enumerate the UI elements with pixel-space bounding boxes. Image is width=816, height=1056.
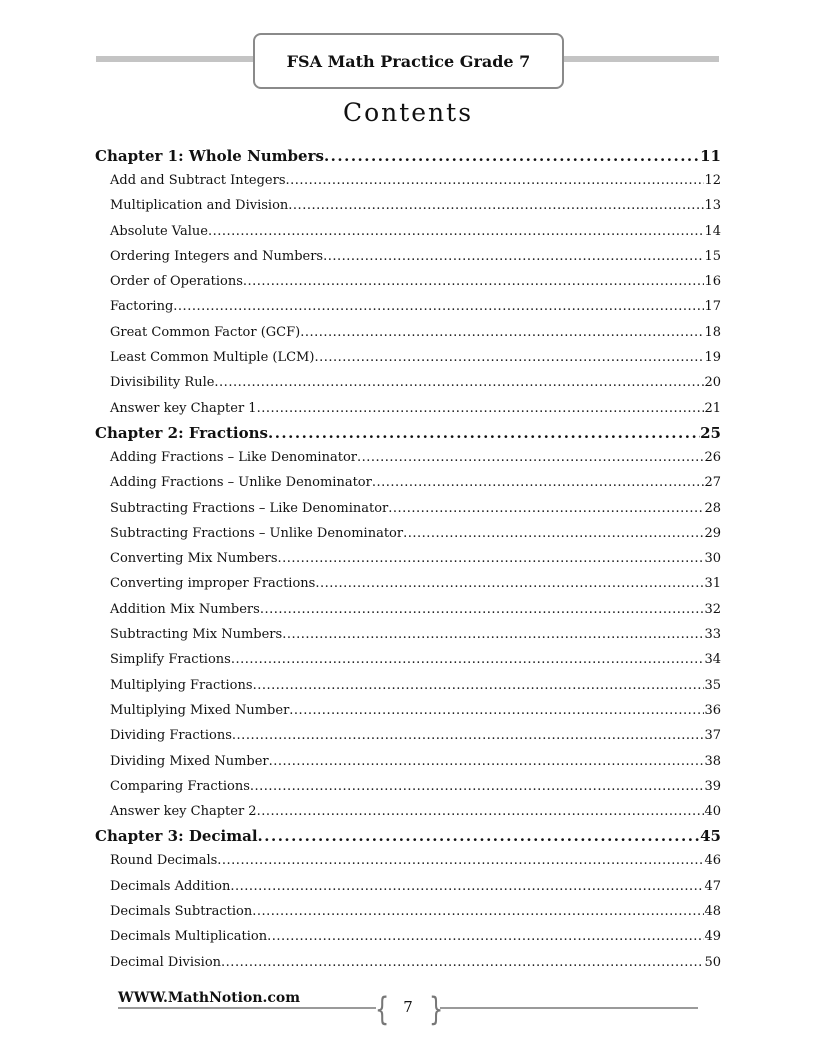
dot-leader (260, 597, 705, 622)
toc-entry-page: 21 (704, 400, 721, 416)
toc-topic-entry[interactable] (95, 749, 721, 774)
toc-entry-label: Decimal Division (110, 954, 222, 970)
toc-entry-label: Simplify Fractions (110, 652, 231, 668)
toc-entry-label: Absolute Value (110, 223, 208, 239)
toc-entry-page: 28 (704, 500, 721, 516)
toc-entry-page: 32 (704, 601, 721, 617)
dot-leader (267, 924, 704, 949)
dot-leader (288, 193, 704, 218)
contents-title: Contents (342, 98, 474, 127)
dot-leader (257, 799, 705, 824)
dot-leader (372, 470, 705, 495)
dot-leader (214, 370, 704, 395)
toc-entry-page: 35 (704, 677, 721, 693)
toc-entry-label: Factoring (110, 299, 174, 315)
toc-topic-entry[interactable] (95, 219, 721, 244)
toc-entry-page: 45 (700, 827, 721, 846)
toc-entry-label: Converting Mix Numbers (110, 551, 278, 567)
toc-entry-label: Chapter 1: Whole Numbers (95, 147, 324, 165)
toc-topic-entry[interactable] (95, 848, 721, 873)
toc-entry-page: 15 (704, 248, 721, 264)
dot-leader (289, 698, 704, 723)
toc-topic-entry[interactable] (95, 698, 721, 723)
toc-entry-page: 26 (704, 449, 721, 465)
toc-entry-page: 47 (704, 878, 721, 894)
toc-topic-entry[interactable] (95, 950, 721, 975)
toc-entry-label: Answer key Chapter 2 (110, 804, 257, 820)
toc-entry-label: Decimals Addition (110, 878, 231, 894)
toc-topic-entry[interactable] (95, 345, 721, 370)
toc-topic-entry[interactable] (95, 774, 721, 799)
toc-topic-entry[interactable] (95, 899, 721, 924)
toc-entry-page: 33 (704, 627, 721, 643)
header-title: FSA Math Practice Grade 7 (286, 51, 531, 71)
dot-leader (286, 168, 705, 193)
toc-topic-entry[interactable] (95, 370, 721, 395)
dot-leader (315, 571, 704, 596)
toc-entry-page: 29 (704, 525, 721, 541)
toc-topic-entry[interactable] (95, 571, 721, 596)
dot-leader (217, 848, 704, 873)
toc-entry-page: 30 (704, 551, 721, 567)
dot-leader (230, 874, 704, 899)
toc-topic-entry[interactable] (95, 294, 721, 319)
toc-entry-page: 16 (704, 274, 721, 290)
toc-entry-label: Chapter 3: Decimal (95, 827, 258, 846)
dot-leader (282, 622, 704, 647)
dot-leader (268, 422, 700, 445)
dot-leader (232, 723, 705, 748)
toc-entry-page: 17 (704, 299, 721, 315)
toc-entry-page: 14 (704, 223, 721, 239)
toc-topic-entry[interactable] (95, 320, 721, 345)
toc-topic-entry[interactable] (95, 244, 721, 269)
toc-entry-label: Comparing Fractions (110, 778, 250, 794)
toc-entry-label: Subtracting Mix Numbers (110, 627, 283, 643)
header-title-box (253, 33, 564, 89)
toc-entry-page: 20 (704, 375, 721, 391)
toc-entry-page: 36 (704, 702, 721, 718)
dot-leader (173, 294, 704, 319)
toc-entry-label: Multiplying Mixed Number (110, 702, 290, 718)
toc-entry-label: Order of Operations (110, 274, 243, 290)
toc-topic-entry[interactable] (95, 622, 721, 647)
toc-entry-label: Great Common Factor (GCF) (110, 324, 301, 340)
dot-leader (208, 219, 704, 244)
toc-entry-page: 25 (700, 423, 721, 442)
toc-entry-page: 49 (704, 929, 721, 945)
toc-topic-entry[interactable] (95, 874, 721, 899)
toc-entry-page: 18 (704, 324, 721, 340)
toc-entry-label: Ordering Integers and Numbers (110, 248, 324, 264)
toc-entry-label: Divisibility Rule (110, 375, 215, 391)
toc-topic-entry[interactable] (95, 496, 721, 521)
toc-entry-page: 34 (704, 652, 721, 668)
dot-leader (357, 445, 704, 470)
table-of-contents (95, 144, 721, 975)
header-rule-left (96, 56, 254, 62)
footer-rule-left (118, 1007, 376, 1009)
toc-entry-label: Adding Fractions – Unlike Denominator (110, 475, 372, 491)
toc-entry-label: Decimals Subtraction (110, 904, 253, 920)
toc-topic-entry[interactable] (95, 470, 721, 495)
toc-chapter-entry[interactable] (95, 422, 721, 445)
toc-entry-label: Add and Subtract Integers (110, 173, 286, 188)
page-number: 7 (403, 998, 413, 1016)
toc-entry-label: Least Common Multiple (LCM) (110, 350, 315, 366)
toc-chapter-entry[interactable] (95, 825, 721, 848)
dot-leader (257, 396, 705, 421)
toc-entry-label: Dividing Mixed Number (110, 753, 269, 769)
dot-leader (278, 546, 705, 571)
toc-topic-entry[interactable] (95, 269, 721, 294)
toc-entry-page: 13 (704, 198, 721, 214)
toc-entry-label: Subtracting Fractions – Like Denominator (110, 500, 389, 516)
toc-entry-page: 27 (704, 475, 721, 491)
dot-leader (388, 496, 704, 521)
toc-entry-page: 50 (704, 954, 721, 970)
toc-entry-page: 19 (704, 350, 721, 366)
toc-entry-page: 46 (704, 853, 721, 869)
header-rule-right (562, 56, 719, 62)
toc-entry-label: Decimals Multiplication (110, 929, 268, 945)
toc-entry-page: 40 (704, 804, 721, 820)
right-brace-icon: } (429, 990, 444, 1028)
toc-entry-label: Chapter 2: Fractions (95, 423, 268, 442)
dot-leader (250, 774, 705, 799)
toc-entry-page: 11 (700, 147, 721, 165)
toc-topic-entry[interactable] (95, 799, 721, 824)
dot-leader (243, 269, 705, 294)
toc-entry-label: Round Decimals (110, 853, 218, 869)
dot-leader (221, 950, 704, 975)
toc-topic-entry[interactable] (95, 723, 721, 748)
footer-rule-right (440, 1007, 698, 1009)
dot-leader (231, 647, 705, 672)
toc-entry-page: 48 (704, 904, 721, 920)
dot-leader (252, 899, 704, 924)
toc-entry-label: Multiplying Fractions (110, 677, 253, 693)
toc-entry-page: 31 (704, 576, 721, 592)
dot-leader (323, 244, 704, 269)
toc-entry-label: Multiplication and Division (110, 198, 289, 214)
dot-leader (269, 749, 705, 774)
toc-topic-entry[interactable] (95, 445, 721, 470)
toc-topic-entry[interactable] (95, 168, 721, 193)
toc-entry-label: Adding Fractions – Like Denominator (110, 449, 357, 465)
toc-topic-entry[interactable] (95, 546, 721, 571)
toc-topic-entry[interactable] (95, 924, 721, 949)
toc-topic-entry[interactable] (95, 597, 721, 622)
toc-entry-label: Converting improper Fractions (110, 576, 316, 592)
toc-entry-page: 12 (704, 173, 721, 188)
toc-entry-page: 37 (704, 728, 721, 744)
toc-chapter-entry[interactable] (95, 145, 721, 168)
toc-entry-label: Subtracting Fractions – Unlike Denominator (110, 525, 404, 541)
toc-topic-entry[interactable] (95, 673, 721, 698)
toc-topic-entry[interactable] (95, 521, 721, 546)
dot-leader (253, 673, 705, 698)
toc-topic-entry[interactable] (95, 396, 721, 421)
left-brace-icon: { (375, 990, 390, 1028)
toc-entry-label: Addition Mix Numbers (110, 601, 260, 617)
dot-leader (258, 825, 701, 848)
dot-leader (300, 320, 704, 345)
toc-topic-entry[interactable] (95, 647, 721, 672)
toc-topic-entry[interactable] (95, 193, 721, 218)
toc-entry-page: 38 (704, 753, 721, 769)
toc-entry-page: 39 (704, 778, 721, 794)
toc-entry-label: Dividing Fractions (110, 728, 232, 744)
toc-entry-label: Answer key Chapter 1 (110, 400, 257, 416)
dot-leader (324, 145, 700, 168)
footer-website: WWW.MathNotion.com (118, 990, 301, 1006)
dot-leader (314, 345, 704, 370)
dot-leader (403, 521, 704, 546)
